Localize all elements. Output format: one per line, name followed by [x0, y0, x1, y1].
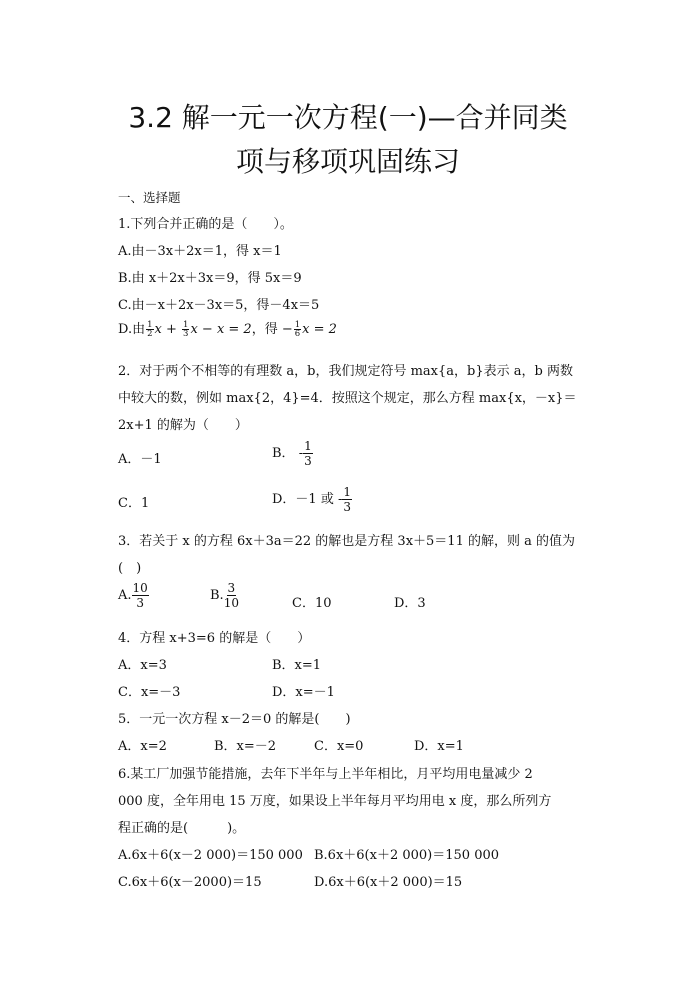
q1-option-a: A.由－3x＋2x＝1，得 x＝1 [118, 244, 282, 259]
q5-stem: 5．一元一次方程 x－2＝0 的解是( ) [118, 712, 351, 727]
q6-option-c: C.6x＋6(x－2000)＝15 [118, 875, 262, 890]
q2-option-b: B． - $\frac{1}{3}$ [272, 439, 312, 468]
q2-option-a: A．－1 [118, 452, 162, 467]
q5-option-b: B．x=－2 [214, 739, 277, 754]
q5-option-a: A．x=2 [118, 739, 167, 754]
q6-stem-line-3: 程正确的是( )。 [118, 821, 246, 836]
q4-stem: 4．方程 x+3=6 的解是（ ） [118, 631, 311, 646]
q2-stem-line-3: 2x+1 的解为（ ） [118, 418, 248, 433]
q4-option-c: C．x=－3 [118, 685, 181, 700]
q3-option-b: B. $\frac{3}{10}$ [210, 581, 239, 610]
title-line-2: 项与移项巩固练习 [235, 145, 460, 178]
q3-option-c: C．10 [292, 596, 332, 611]
q4-option-b: B．x=1 [272, 658, 322, 673]
q3-stem-line-1: 3．若关于 x 的方程 6x＋3a＝22 的解也是方程 3x＋5＝11 的解，则 a 的值为 [118, 534, 575, 549]
q1-option-d: D.由 $\frac{1}{2}$ x + $\frac{1}{3}$ x − x = 2，得 − $\frac{1}{6}$ x = 2 [118, 319, 337, 339]
q6-option-b: B.6x＋6(x＋2 000)＝150 000 [314, 848, 500, 863]
title-line-1: 3.2 解一元一次方程(一)—合并同类 [128, 101, 568, 134]
q1-option-b: B.由 x＋2x＋3x＝9，得 5x＝9 [118, 271, 302, 286]
q2-stem-line-2: 中较大的数，例如 max{2，4}=4．按照这个规定，那么方程 max{x，－x}＝ [118, 391, 577, 406]
q2-option-c: C．1 [118, 496, 150, 511]
q3-option-a: A. $\frac{10}{3}$ [118, 581, 148, 610]
q4-option-d: D．x=－1 [272, 685, 335, 700]
q5-option-d: D．x=1 [414, 739, 464, 754]
q2-option-d: D．－1 或 - $\frac{1}{3}$ [272, 485, 352, 514]
q1-option-c: C.由－x＋2x－3x＝5，得－4x＝5 [118, 298, 320, 313]
q6-stem-line-1: 6.某工厂加强节能措施，去年下半年与上半年相比，月平均用电量减少 2 [118, 767, 533, 782]
q3-stem-line-2: ( ) [118, 561, 142, 576]
section-heading: 一、选择题 [118, 190, 181, 205]
q6-option-d: D.6x＋6(x＋2 000)＝15 [314, 875, 463, 890]
q6-stem-line-2: 000 度，全年用电 15 万度，如果设上半年每月平均用电 x 度，那么所列方 [118, 794, 552, 809]
q6-option-a: A.6x＋6(x－2 000)＝150 000 [118, 848, 303, 863]
q1-stem: 1.下列合并正确的是（ ）。 [118, 217, 293, 232]
q5-option-c: C．x=0 [314, 739, 364, 754]
q4-option-a: A．x=3 [118, 658, 167, 673]
q3-option-d: D．3 [394, 596, 426, 611]
q2-stem-line-1: 2．对于两个不相等的有理数 a，b，我们规定符号 max{a，b}表示 a，b 两数 [118, 364, 573, 379]
